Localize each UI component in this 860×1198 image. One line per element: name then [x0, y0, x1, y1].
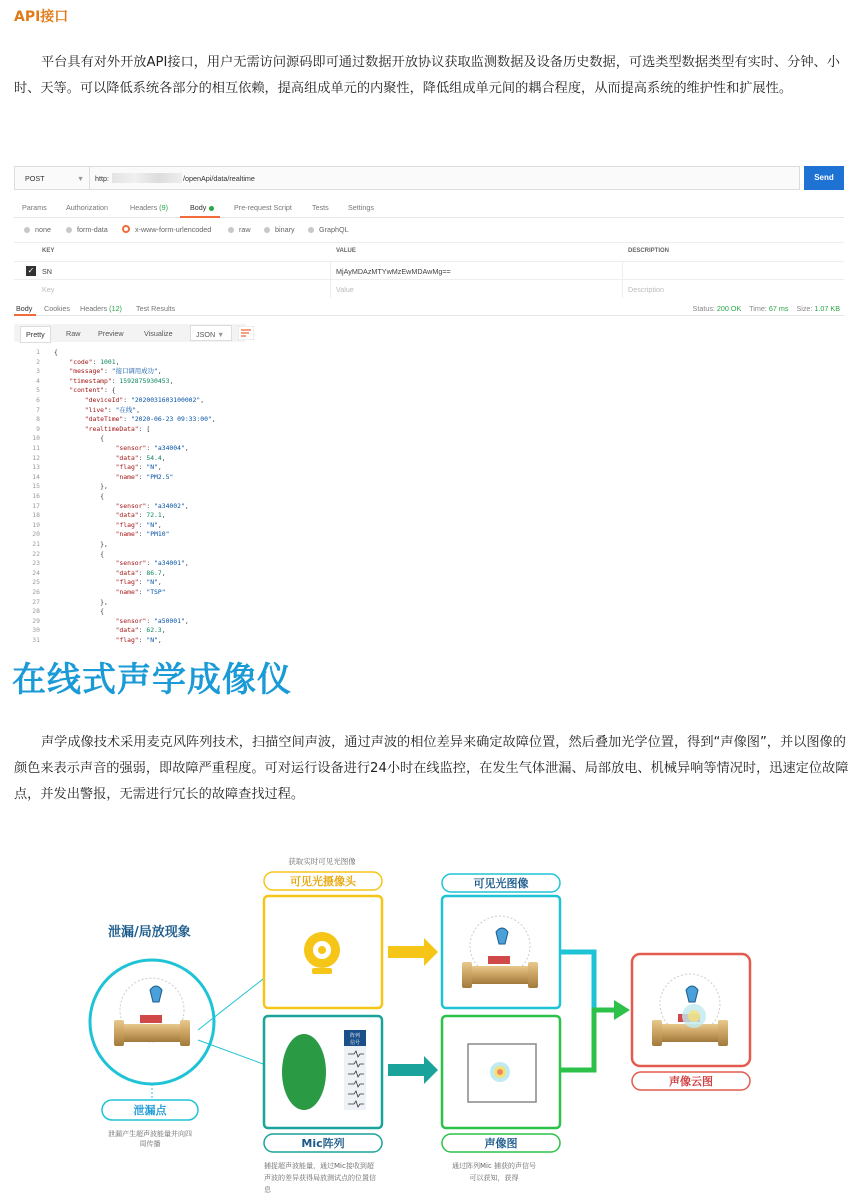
- camera-module: [264, 856, 382, 1008]
- params-table: [14, 242, 844, 298]
- code-line: 9 "realtimeData": [: [36, 424, 151, 433]
- camera-lens-inner: [318, 946, 326, 954]
- tab-headers[interactable]: [130, 203, 168, 212]
- tab-authorization[interactable]: Authorization: [66, 203, 108, 212]
- code-line: 19 "flag": "N",: [32, 520, 162, 529]
- format-select[interactable]: [190, 325, 232, 341]
- tab-response-headers-count: (12): [109, 304, 122, 313]
- request-url-bar: [14, 166, 800, 190]
- code-line: 6 "deviceId": "2020031603100002",: [36, 396, 205, 404]
- sound-heat-mid: [688, 1010, 700, 1022]
- response-tabs: [14, 300, 844, 316]
- col-key: KEY: [42, 248, 55, 254]
- code-line: 26 "name": "TSP": [32, 588, 166, 596]
- cloud-label: 声像云图: [669, 1075, 713, 1088]
- mic-desc-line3: 息: [264, 1186, 271, 1194]
- pipe-flange: [114, 1020, 124, 1046]
- radio-raw[interactable]: raw: [228, 225, 251, 234]
- response-status: [693, 304, 840, 313]
- code-line: 31 "flag": "N",: [32, 636, 162, 644]
- code-line: 27 },: [32, 597, 108, 606]
- code-line: 20 "name": "PM10": [32, 530, 170, 539]
- code-line: 21 },: [32, 540, 108, 548]
- code-line: 10 {: [32, 434, 105, 443]
- time-label: Time:: [749, 304, 767, 313]
- pipe-flange: [180, 1020, 190, 1046]
- code-line: 25 "flag": "N",: [32, 578, 162, 587]
- pipe-flange: [718, 1020, 728, 1046]
- row-key[interactable]: SN: [42, 267, 52, 276]
- code-line: 24 "data": 86.7,: [32, 568, 166, 577]
- radio-urlencoded[interactable]: x-www-form-urlencoded: [122, 225, 211, 234]
- connector-line: [198, 1040, 274, 1068]
- api-paragraph: 平台具有对外开放API接口，用户无需访问源码即可通过数据开放协议获取监测数据及设备历史数据，可选类型数据类型有实时、分钟、小时、天等。可以降低系统各部分的相互依赖，提高组成单元的内聚性，降低组成单元间的耦合程度，从而提高系统的维护性和扩展性。: [14, 55, 840, 96]
- tab-response-body[interactable]: Body: [16, 304, 33, 313]
- code-line: 1 {: [36, 348, 58, 356]
- tab-prerequest[interactable]: Pre-request Script: [234, 203, 292, 212]
- method-select[interactable]: POST: [25, 174, 45, 183]
- pretty-button[interactable]: Pretty: [20, 326, 51, 343]
- mic-desc-line2: 声波的差异获得局放测试点的位置信: [264, 1174, 376, 1182]
- value-input[interactable]: Value: [336, 285, 354, 294]
- valve-band: [488, 956, 510, 964]
- active-tab-underline: [180, 216, 220, 218]
- key-input[interactable]: Key: [42, 285, 55, 294]
- mic-desc-line1: 捕捉超声波能量，通过Mic接收到超: [264, 1162, 374, 1170]
- tab-response-headers-label: Headers: [80, 304, 108, 313]
- mic-side-label1: 阵列: [349, 1033, 361, 1039]
- table-row: [14, 279, 844, 297]
- valve-band: [140, 1015, 162, 1023]
- tab-headers-count: (9): [159, 203, 168, 212]
- mic-label: Mic阵列: [301, 1137, 345, 1150]
- camera-stand: [312, 968, 332, 974]
- visualize-button[interactable]: Visualize: [144, 329, 173, 338]
- description-input[interactable]: Description: [628, 285, 664, 294]
- url-prefix[interactable]: http:: [95, 174, 109, 183]
- tab-body[interactable]: [190, 203, 214, 212]
- camera-label: 可见光摄像头: [290, 875, 356, 888]
- sound-heat-core: [497, 1069, 503, 1075]
- pipe-icon: [118, 1024, 186, 1042]
- tab-body-label: Body: [190, 203, 207, 212]
- active-tab-underline: [14, 314, 36, 316]
- visible-image-box: [442, 896, 560, 1008]
- arrow-right-icon: [614, 1000, 630, 1020]
- response-toolbar: [14, 320, 844, 346]
- status-label: Status:: [692, 304, 715, 313]
- arrow-right-icon: [388, 1056, 438, 1084]
- tab-params[interactable]: Params: [22, 203, 47, 212]
- leak-title: 泄漏/局放现象: [108, 925, 191, 940]
- pipe-flange: [528, 962, 538, 988]
- leak-desc-line2: 周传播: [139, 1140, 161, 1148]
- divider: [622, 262, 623, 280]
- sound-label: 声像图: [484, 1137, 518, 1150]
- tab-cookies[interactable]: Cookies: [44, 304, 70, 313]
- tab-response-headers[interactable]: [80, 304, 122, 313]
- request-tabs: [14, 198, 844, 218]
- time-value: 67 ms: [768, 304, 789, 313]
- size-label: Size:: [796, 304, 813, 313]
- col-value: VALUE: [336, 248, 356, 254]
- mic-array-icon: [282, 1034, 326, 1110]
- status-value: 200 OK: [716, 304, 742, 313]
- radio-graphql[interactable]: GraphQL: [308, 225, 349, 234]
- arrow-right-icon: [388, 938, 438, 966]
- api-heading: API接口: [14, 9, 69, 25]
- visible-label: 可见光图像: [473, 877, 529, 890]
- divider: [330, 280, 331, 298]
- camera-caption: 获取实时可见光图像: [288, 857, 356, 866]
- pipe-flange: [652, 1020, 662, 1046]
- tab-settings[interactable]: Settings: [348, 203, 374, 212]
- code-line: 8 "dateTime": "2020-06-23 09:33:00",: [36, 415, 216, 424]
- code-line: 15 },: [32, 482, 108, 491]
- mic-side-label2: 信号: [349, 1040, 361, 1046]
- send-button[interactable]: Send: [804, 166, 844, 190]
- code-line: 30 "data": 62.3,: [32, 626, 166, 635]
- code-line: 28 {: [32, 607, 105, 616]
- divider: [330, 262, 331, 280]
- code-line: 2 "code": 1001,: [36, 357, 120, 366]
- active-dot-icon: [209, 206, 214, 211]
- code-line: 14 "name": "PM2.5": [32, 472, 174, 481]
- pipe-icon: [466, 966, 534, 984]
- sound-cloud-module: [632, 954, 750, 1090]
- body-type-radios: [14, 224, 844, 238]
- acoustic-paragraph: 声学成像技术采用麦克风阵列技术，扫描空间声波，通过声波的相位差异来确定故障位置，然后叠加光学位置，得到“声像图”，并以图像的颜色来表示声音的强弱，即故障严重程度。可对运行设备进行24小时在线监控，在发生气体泄漏、局部放电、机械异响等情况时，迅速定位故障点，并发出警报，无需进行冗长的故障查找过程。: [14, 735, 849, 802]
- visible-image-module: [442, 874, 560, 1008]
- code-line: 13 "flag": "N",: [32, 463, 162, 472]
- row-value[interactable]: MjAyMDAzMTYwMzEwMDAwMg==: [336, 267, 451, 276]
- code-line: 11 "sensor": "a34004",: [32, 444, 189, 452]
- code-line: 23 "sensor": "a34001",: [32, 559, 189, 568]
- section-title: 在线式声学成像仪: [12, 660, 292, 700]
- leak-desc-line1: 泄漏产生超声波能量并向四: [108, 1130, 192, 1138]
- radio-none[interactable]: none: [24, 225, 51, 234]
- tab-headers-label: Headers: [130, 203, 158, 212]
- code-line: 18 "data": 72.1,: [32, 511, 166, 520]
- wrap-lines-icon[interactable]: [238, 326, 254, 340]
- code-line: 29 "sensor": "a50001",: [32, 616, 189, 625]
- table-row: [14, 261, 844, 279]
- pipe-flange: [462, 962, 472, 988]
- leak-phenomenon: [90, 924, 214, 1148]
- radio-form-data[interactable]: form-data: [66, 225, 108, 234]
- code-line: 12 "data": 54.4,: [32, 453, 166, 462]
- code-line: 7 "live": "在线",: [36, 405, 140, 414]
- preview-button[interactable]: Preview: [98, 329, 124, 338]
- size-value: 1.07 KB: [814, 304, 840, 313]
- merge-line-cyan: [560, 952, 616, 1010]
- leak-point-label: 泄漏点: [133, 1104, 167, 1117]
- format-label: JSON: [196, 330, 216, 339]
- code-line: 4 "timestamp": 1592875930453,: [36, 376, 174, 385]
- redacted-host: [112, 173, 182, 183]
- code-line: 16 {: [32, 492, 105, 500]
- col-description: DESCRIPTION: [628, 248, 670, 254]
- chevron-down-icon: ▼: [217, 330, 225, 339]
- tab-test-results[interactable]: Test Results: [136, 304, 176, 313]
- acoustic-imaging-diagram: [0, 850, 860, 1198]
- code-line: 3 "message": "接口调用成功",: [36, 367, 162, 376]
- divider: [89, 167, 90, 189]
- sound-image-module: [442, 1016, 560, 1183]
- chevron-down-icon[interactable]: ▼: [77, 174, 85, 183]
- radio-binary[interactable]: binary: [264, 225, 295, 234]
- divider: [622, 280, 623, 298]
- checkbox-checked-icon[interactable]: ✓: [27, 266, 35, 275]
- postman-screenshot: [14, 158, 844, 644]
- sound-desc-line1: 通过阵列Mic 捕获的声信号: [451, 1162, 537, 1170]
- code-line: 22 {: [32, 549, 105, 558]
- url-path[interactable]: /openApi/data/realtime: [183, 174, 255, 183]
- code-line: 5 "content": {: [36, 386, 116, 395]
- code-line: 17 "sensor": "a34002",: [32, 501, 189, 510]
- sound-desc-line2: 可以获知，获得: [469, 1174, 519, 1182]
- mic-array-module: [264, 1016, 382, 1194]
- tab-tests[interactable]: Tests: [312, 203, 329, 212]
- raw-button[interactable]: Raw: [66, 329, 81, 338]
- merge-line-green: [560, 1010, 616, 1070]
